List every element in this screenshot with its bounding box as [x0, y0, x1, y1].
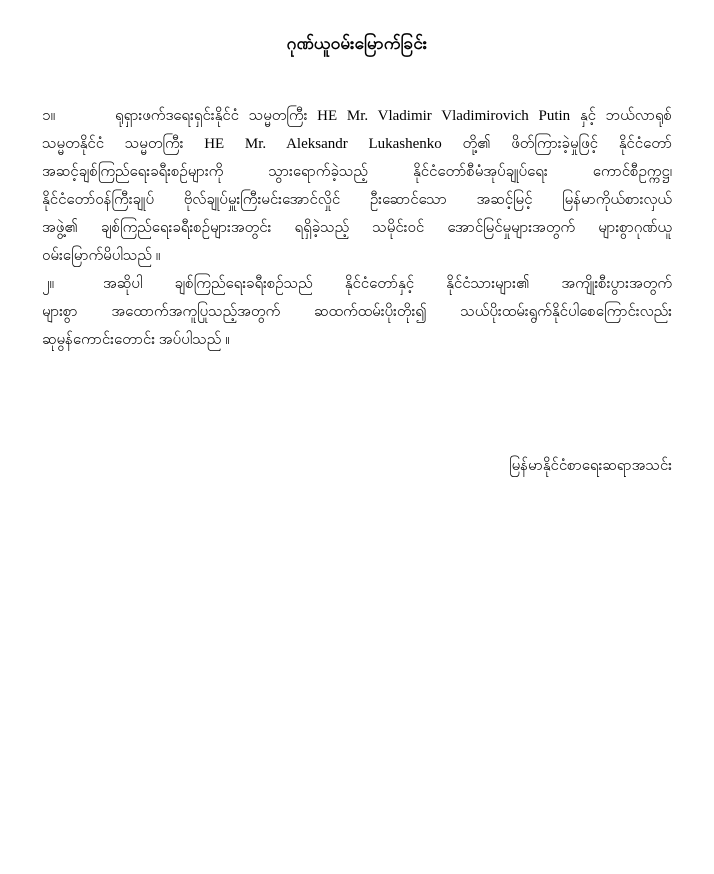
- paragraph-line-text: အဆိုပါ ချစ်ကြည်ရေးခရီးစဉ်သည် နိုင်ငံတော်နှင့် နိုင်ငံသားများ၏ အကျိုးစီးပွားအတွက်: [103, 276, 672, 292]
- paragraph-1-line-4: နိုင်ငံတော်ဝန်ကြီးချုပ် ဗိုလ်ချုပ်မှူးကြီးမင်းအောင်လှိုင် ဦးဆောင်သော အဆင့်မြင့် မြန်မာကိုယ်စားလှယ်: [42, 192, 672, 208]
- paragraph-1-number: ၁။: [42, 108, 55, 124]
- paragraph-2-line-1: [42, 270, 672, 298]
- paragraph-1-line-6: ဝမ်းမြောက်မိပါသည် ။: [42, 248, 161, 264]
- paragraph-1-line-3: အဆင့်ချစ်ကြည်ရေးခရီးစဉ်များကို သွားရောက်ခဲ့သည့် နိုင်ငံတော်စီမံအုပ်ချုပ်ရေး ကောင်စီဥက္ကဋ္ဌ၊: [42, 164, 672, 180]
- signature-line: မြန်မာနိုင်ငံစာရေးဆရာအသင်း: [509, 458, 672, 474]
- paragraph-2: [42, 270, 672, 354]
- paragraph-2-line-3: ဆုမွန်ကောင်းတောင်း အပ်ပါသည် ။: [42, 332, 230, 348]
- paragraph-2-line-2: များစွာ အထောက်အကူပြုသည့်အတွက် ဆထက်ထမ်းပိုးတိုး၍ သယ်ပိုးထမ်းရွက်နိုင်ပါစေကြောင်းလည်း: [42, 304, 672, 320]
- paragraph-2-number: ၂။: [42, 276, 54, 292]
- paragraph-1-line-1: [42, 102, 672, 130]
- paragraph-1: [42, 102, 672, 270]
- document-body: [42, 102, 672, 354]
- document-title: ဂုဏ်ယူဝမ်းမြောက်ခြင်း: [286, 34, 428, 53]
- paragraph-line-text: ရုရှားဖက်ဒရေးရှင်းနိုင်ငံ သမ္မတကြီး HE Mr. Vladimir Vladimirovich Putin နှင့် ဘယ်လာရုစ်: [115, 108, 672, 124]
- paragraph-1-line-5: အဖွဲ့၏ ချစ်ကြည်ရေးခရီးစဉ်များအတွင်း ရရှိခဲ့သည့် သမိုင်းဝင် အောင်မြင်မှုများအတွက် များစွာဂုဏ်ယူ: [42, 220, 672, 236]
- paragraph-1-line-2: သမ္မတနိုင်ငံ သမ္မတကြီး HE Mr. Aleksandr Lukashenko တို့၏ ဖိတ်ကြားခဲ့မှုဖြင့် နိုင်ငံတော်: [42, 136, 672, 152]
